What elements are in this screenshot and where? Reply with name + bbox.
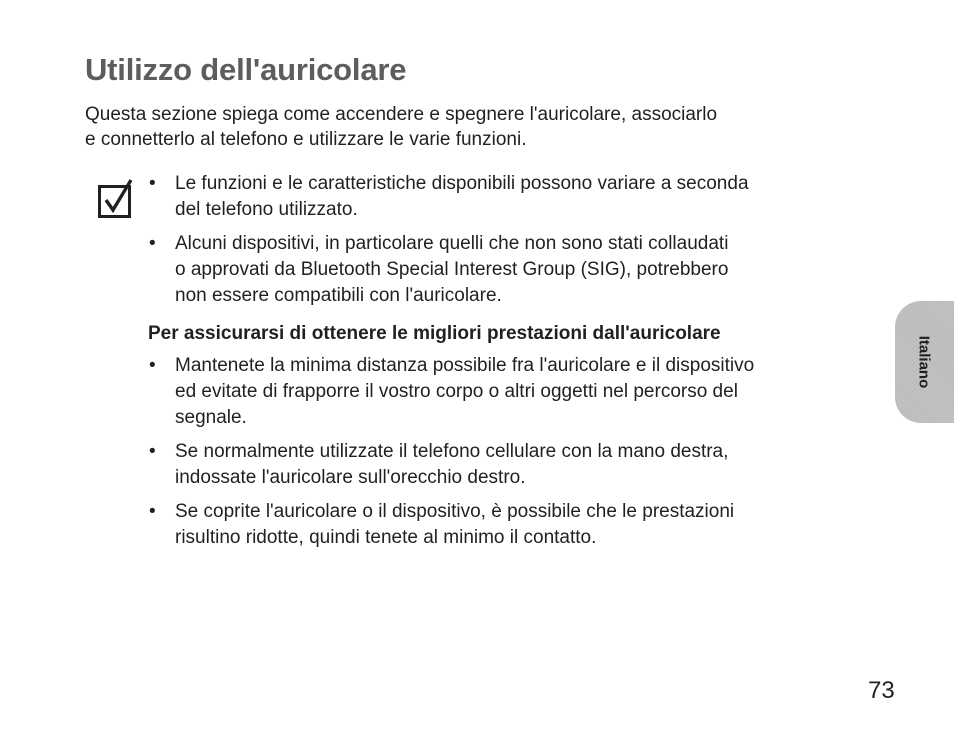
list-item-line: Se coprite l'auricolare o il dispositivo, è possibile che le prestazioni: [175, 501, 735, 522]
list-item-line: non essere compatibili con l'auricolare.: [175, 285, 502, 306]
list-item-line: Se normalmente utilizzate il telefono cellulare con la mano destra,: [175, 441, 729, 462]
intro-line: e connetterlo al telefono e utilizzare le varie funzioni.: [85, 129, 527, 150]
list-item-line: del telefono utilizzato.: [175, 199, 358, 220]
checkbox-check-icon: [98, 178, 134, 218]
list-item-line: segnale.: [175, 407, 247, 428]
list-item: [148, 499, 878, 551]
bullet-icon: •: [149, 441, 156, 462]
bullet-icon: •: [149, 355, 156, 376]
list-item: [148, 231, 878, 309]
language-tab: [895, 301, 954, 423]
list-item: [148, 439, 878, 491]
list-item-line: Le funzioni e le caratteristiche disponibili possono variare a seconda: [175, 173, 749, 194]
bullet-icon: •: [149, 501, 156, 522]
performance-list: [148, 353, 878, 551]
page-number: 73: [868, 677, 895, 704]
list-item-line: ed evitate di frapporre il vostro corpo o altri oggetti nel percorso del: [175, 381, 738, 402]
list-item-line: Alcuni dispositivi, in particolare quelli che non sono stati collaudati: [175, 233, 729, 254]
list-item: [148, 171, 878, 223]
notes-list: [148, 171, 878, 309]
list-item-line: o approvati da Bluetooth Special Interest Group (SIG), potrebbero: [175, 259, 729, 280]
list-item: [148, 353, 878, 431]
list-item-line: Mantenete la minima distanza possibile fra l'auricolare e il dispositivo: [175, 355, 755, 376]
notes-section: [148, 171, 878, 317]
list-item-line: risultino ridotte, quindi tenete al minimo il contatto.: [175, 527, 597, 548]
section-subheading: Per assicurarsi di ottenere le migliori prestazioni dall'auricolare: [148, 323, 721, 344]
intro-line: Questa sezione spiega come accendere e spegnere l'auricolare, associarlo: [85, 104, 718, 125]
performance-section: [148, 321, 878, 559]
page-title: Utilizzo dell'auricolare: [85, 52, 407, 87]
bullet-icon: •: [149, 233, 156, 254]
list-item-line: indossate l'auricolare sull'orecchio destro.: [175, 467, 526, 488]
bullet-icon: •: [149, 173, 156, 194]
intro-paragraph: [85, 102, 865, 152]
language-tab-label: Italiano: [915, 335, 933, 389]
